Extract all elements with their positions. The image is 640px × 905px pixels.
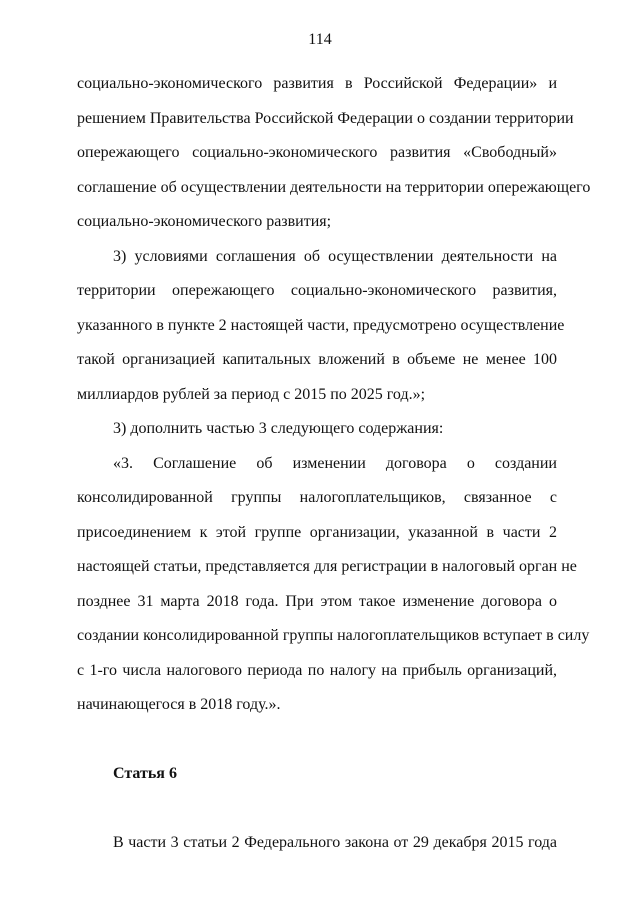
text-line: позднее 31 марта 2018 года. При этом такое изменение договора о: [77, 592, 557, 610]
paragraph-continuation: [77, 67, 591, 240]
text-line: такой организацией капитальных вложений в объеме не менее 100: [77, 351, 557, 368]
text-line: опережающего социально-экономического развития «Свободный»: [77, 144, 557, 161]
text-line: территории опережающего социально-экономического развития,: [77, 282, 557, 299]
text-line: присоединением к этой группе организации, указанной в части 2: [77, 523, 557, 541]
paragraph-add-part-3: [77, 412, 557, 447]
article-heading: Статья 6: [113, 765, 177, 782]
paragraph-part-3-text: [77, 447, 590, 723]
document-body: [77, 67, 591, 861]
paragraph-item-3-conditions: [77, 240, 565, 413]
spacer: [77, 792, 557, 827]
text-line: создании консолидированной группы налогоплательщиков вступает в силу: [77, 627, 590, 644]
text-line: консолидированной группы налогоплательщиков, связанное с: [77, 489, 557, 506]
text-line: В части 3 статьи 2 Федерального закона от 29 декабря 2015 года: [113, 834, 557, 851]
text-line: начинающегося в 2018 году.».: [77, 696, 281, 713]
text-line: миллиардов рублей за период с 2015 по 2025 год.»;: [77, 385, 426, 403]
spacer: [77, 723, 557, 758]
text-line: социально-экономического развития в Российской Федерации» и: [77, 75, 557, 92]
text-line: настоящей статьи, представляется для регистрации в налоговый орган не: [77, 558, 577, 575]
text-line: 3) условиями соглашения об осуществлении деятельности на: [113, 247, 557, 265]
text-line: социально-экономического развития;: [77, 213, 332, 230]
paragraph-article-6: [77, 826, 557, 861]
text-line: с 1-го числа налогового периода по налогу на прибыль организаций,: [77, 661, 557, 679]
text-line: указанного в пункте 2 настоящей части, предусмотрено осуществление: [77, 316, 565, 334]
text-line: 3) дополнить частью 3 следующего содержания:: [113, 420, 444, 437]
text-line: решением Правительства Российской Федерации о создании территории: [77, 109, 574, 127]
page-number: 114: [308, 31, 332, 48]
text-line: соглашение об осуществлении деятельности на территории опережающего: [77, 178, 591, 196]
text-line: «3. Соглашение об изменении договора о создании: [113, 454, 557, 472]
